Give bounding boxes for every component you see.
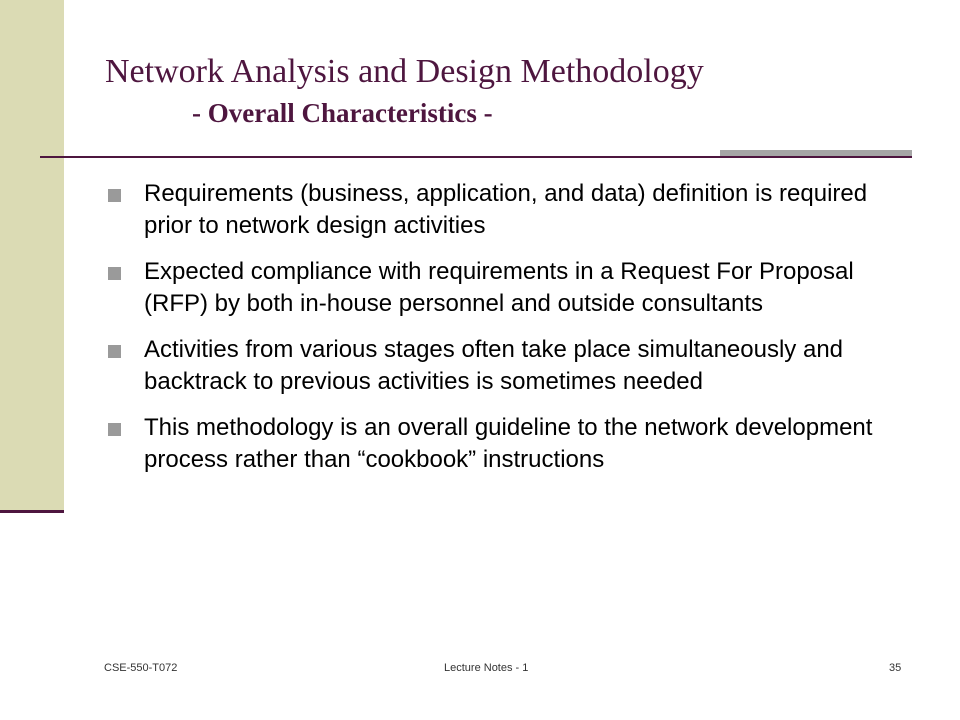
bullet-list: [108, 178, 908, 490]
title-subtitle: - Overall Characteristics -: [192, 98, 493, 128]
bullet-text: Activities from various stages often take place simultaneously and backtrack to previous activities is sometimes needed: [144, 336, 844, 395]
bullet-text: This methodology is an overall guideline to the network development process rather than “cookbook” instructions: [144, 414, 873, 473]
bullet-item: [108, 256, 908, 320]
title-main: Network Analysis and Design Methodology: [105, 53, 704, 90]
title-divider-line: [40, 156, 912, 158]
square-bullet-icon: [108, 267, 121, 280]
square-bullet-icon: [108, 345, 121, 358]
bullet-item: [108, 412, 908, 476]
left-band-accent-line: [0, 510, 64, 513]
footer-page-number: 35: [889, 662, 902, 674]
square-bullet-icon: [108, 423, 121, 436]
left-decorative-band: [0, 0, 64, 512]
footer-lecture-notes: Lecture Notes - 1: [444, 662, 529, 674]
bullet-text: Expected compliance with requirements in a Request For Proposal (RFP) by both in-house personnel and outside consultants: [144, 258, 854, 317]
square-bullet-icon: [108, 189, 121, 202]
footer-course-code: CSE-550-T072: [104, 662, 178, 674]
bullet-item: [108, 178, 908, 242]
bullet-text: Requirements (business, application, and data) definition is required prior to network design activities: [144, 180, 868, 239]
slide-title: [105, 48, 704, 130]
bullet-item: [108, 334, 908, 398]
